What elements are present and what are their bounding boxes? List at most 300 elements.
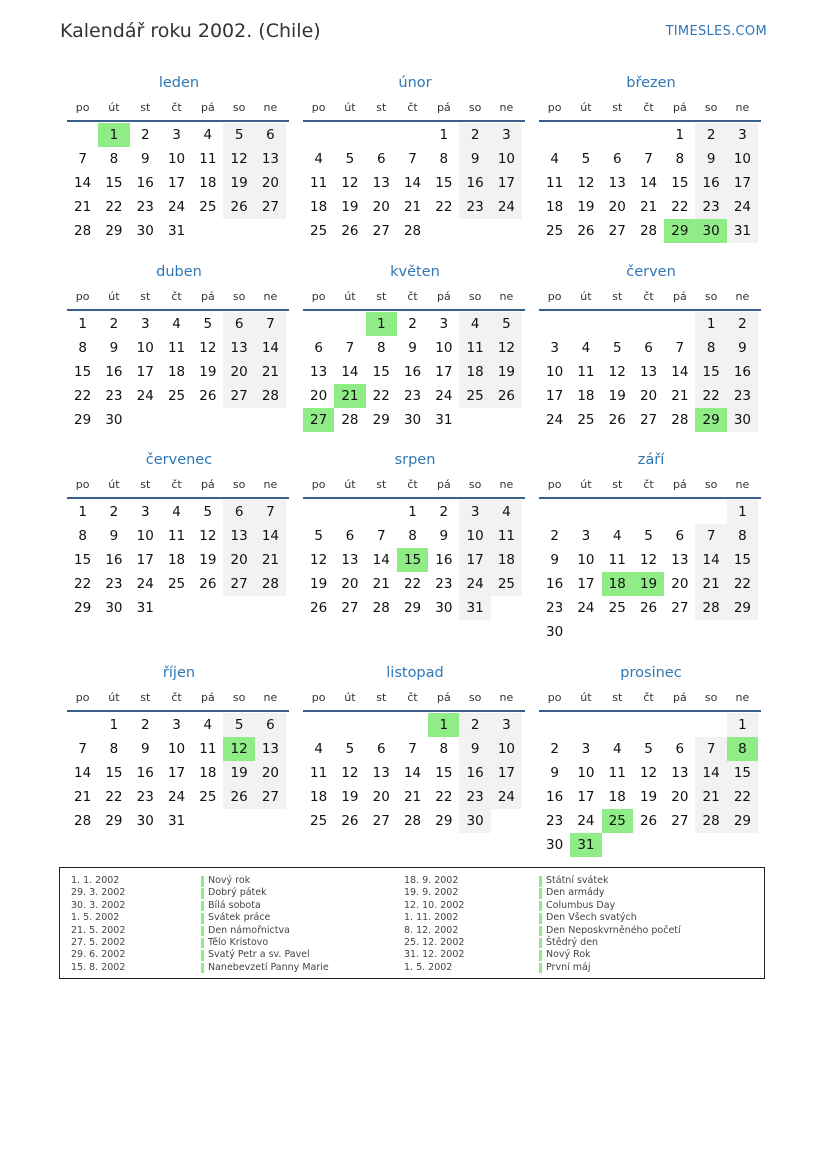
weekday-label: ne xyxy=(735,101,750,114)
day-cell: 13 xyxy=(608,175,626,191)
weekday-header xyxy=(539,475,761,499)
month-červen xyxy=(539,262,761,432)
day-cell: 2 xyxy=(459,713,490,737)
empty-cell xyxy=(570,312,601,336)
day-grid xyxy=(539,312,761,432)
day-cell: 26 xyxy=(577,223,595,239)
day-cell: 22 xyxy=(435,199,453,215)
day-cell: 18 xyxy=(167,552,186,568)
day-cell: 20 xyxy=(608,199,626,215)
day-cell: 30 xyxy=(105,412,123,428)
day-cell: 16 xyxy=(435,552,453,568)
day-cell: 19 xyxy=(639,789,658,805)
weekday-label: čt xyxy=(643,478,654,491)
holiday-date: 30. 3. 2002 xyxy=(71,899,126,911)
empty-cell xyxy=(303,123,334,147)
day-cell: 28 xyxy=(372,600,390,616)
day-cell: 11 xyxy=(546,175,564,191)
empty-cell xyxy=(539,123,570,147)
holiday-date: 18. 9. 2002 xyxy=(404,875,459,886)
day-cell: 13 xyxy=(255,737,286,761)
day-cell: 18 xyxy=(199,765,217,781)
day-cell: 22 xyxy=(105,199,123,215)
day-cell: 12 xyxy=(639,765,658,781)
day-cell: 28 xyxy=(403,223,422,239)
weekday-label: st xyxy=(140,478,151,491)
day-grid xyxy=(303,500,525,620)
day-cell: 1 xyxy=(727,500,758,524)
holiday-name: Den námořnictva xyxy=(208,924,290,936)
day-cell: 24 xyxy=(491,195,522,219)
day-cell: 29 xyxy=(74,412,92,428)
weekday-label: st xyxy=(376,691,387,704)
month-září xyxy=(539,450,761,644)
day-cell: 17 xyxy=(491,171,522,195)
day-cell: 19 xyxy=(577,199,595,215)
day-cell: 11 xyxy=(167,528,186,544)
day-cell: 21 xyxy=(372,576,390,592)
weekday-header xyxy=(67,688,289,712)
month-title: listopad xyxy=(386,665,444,681)
empty-cell xyxy=(366,500,397,524)
day-cell: 4 xyxy=(314,151,323,167)
day-cell: 22 xyxy=(727,572,758,596)
holiday-marker xyxy=(201,876,204,887)
day-cell: 18 xyxy=(608,789,626,805)
day-cell: 8 xyxy=(109,151,119,167)
holiday-name: Den armády xyxy=(546,887,605,899)
day-cell: 8 xyxy=(78,528,87,544)
weekday-label: po xyxy=(547,290,562,303)
holiday-marker xyxy=(201,926,204,937)
day-cell: 3 xyxy=(140,504,150,520)
day-cell: 16 xyxy=(459,171,490,195)
day-cell: 12 xyxy=(341,175,359,191)
weekday-header xyxy=(303,287,525,311)
day-cell: 26 xyxy=(341,223,359,239)
day-cell: 13 xyxy=(671,552,689,568)
holiday-name: První máj xyxy=(546,961,591,973)
day-cell: 23 xyxy=(136,199,154,215)
day-cell: 11 xyxy=(199,151,217,167)
weekday-label: út xyxy=(580,478,592,491)
day-cell: 22 xyxy=(435,789,453,805)
month-prosinec xyxy=(539,663,761,857)
weekday-label: pá xyxy=(200,101,215,114)
day-cell: 30 xyxy=(727,408,758,432)
day-cell: 9 xyxy=(459,737,490,761)
day-cell: 11 xyxy=(577,364,595,380)
day-cell: 6 xyxy=(376,151,386,167)
weekday-label: ne xyxy=(499,691,514,704)
empty-cell xyxy=(570,123,601,147)
day-cell: 28 xyxy=(695,809,726,833)
day-cell: 24 xyxy=(577,813,595,829)
weekday-label: po xyxy=(547,478,562,491)
holiday-day-cell: 29 xyxy=(664,219,695,243)
day-cell: 20 xyxy=(671,789,689,805)
day-cell: 12 xyxy=(199,528,217,544)
day-cell: 27 xyxy=(608,223,626,239)
day-cell: 27 xyxy=(341,600,359,616)
holiday-date: 1. 5. 2002 xyxy=(404,961,453,973)
day-cell: 9 xyxy=(109,340,119,356)
day-cell: 24 xyxy=(136,576,154,592)
day-cell: 15 xyxy=(105,175,123,191)
day-cell: 31 xyxy=(459,596,490,620)
day-cell: 4 xyxy=(203,717,213,733)
day-cell: 13 xyxy=(341,552,359,568)
day-cell: 31 xyxy=(727,219,758,243)
day-cell: 15 xyxy=(435,175,453,191)
day-cell: 29 xyxy=(105,813,123,829)
day-cell: 7 xyxy=(78,741,87,757)
weekday-label: čt xyxy=(407,290,418,303)
holiday-day-cell: 15 xyxy=(397,548,428,572)
weekday-label: pá xyxy=(436,290,451,303)
day-cell: 10 xyxy=(491,147,522,171)
month-title: srpen xyxy=(394,452,436,468)
day-grid xyxy=(539,500,761,644)
empty-cell xyxy=(366,713,397,737)
day-cell: 20 xyxy=(223,548,254,572)
weekday-label: út xyxy=(344,101,356,114)
weekday-label: čt xyxy=(171,290,182,303)
day-cell: 23 xyxy=(403,388,422,404)
day-cell: 3 xyxy=(581,741,591,757)
day-cell: 21 xyxy=(695,785,726,809)
month-listopad xyxy=(303,663,525,833)
day-cell: 2 xyxy=(550,741,559,757)
day-cell: 16 xyxy=(136,765,154,781)
day-cell: 11 xyxy=(608,552,626,568)
day-cell: 23 xyxy=(459,195,490,219)
weekday-label: st xyxy=(612,101,623,114)
day-cell: 2 xyxy=(695,123,726,147)
day-cell: 10 xyxy=(727,147,758,171)
day-cell: 9 xyxy=(140,151,150,167)
day-cell: 10 xyxy=(546,364,564,380)
weekday-label: pá xyxy=(672,691,687,704)
day-cell: 14 xyxy=(255,336,286,360)
day-cell: 13 xyxy=(639,364,658,380)
day-cell: 12 xyxy=(341,765,359,781)
weekday-label: po xyxy=(75,290,90,303)
day-cell: 27 xyxy=(372,223,390,239)
day-cell: 25 xyxy=(577,412,595,428)
empty-cell xyxy=(633,713,664,737)
day-cell: 1 xyxy=(675,127,685,143)
day-cell: 8 xyxy=(408,528,417,544)
holiday-day-cell: 18 xyxy=(602,572,633,596)
day-cell: 5 xyxy=(581,151,591,167)
holiday-marker xyxy=(201,913,204,924)
day-cell: 21 xyxy=(74,789,92,805)
weekday-header xyxy=(67,475,289,499)
day-cell: 23 xyxy=(546,600,564,616)
day-cell: 1 xyxy=(78,316,87,332)
empty-cell xyxy=(602,312,633,336)
weekday-header xyxy=(303,688,525,712)
day-cell: 3 xyxy=(172,717,181,733)
day-cell: 16 xyxy=(546,789,564,805)
day-cell: 29 xyxy=(74,600,92,616)
weekday-header xyxy=(539,287,761,311)
day-cell: 19 xyxy=(341,199,359,215)
day-cell: 10 xyxy=(577,552,595,568)
day-cell: 3 xyxy=(491,123,522,147)
weekday-label: so xyxy=(232,101,246,114)
weekday-label: po xyxy=(311,691,326,704)
day-cell: 10 xyxy=(167,741,186,757)
day-cell: 13 xyxy=(372,175,390,191)
day-cell: 4 xyxy=(314,741,323,757)
day-cell: 15 xyxy=(435,765,453,781)
weekday-label: st xyxy=(612,478,623,491)
holiday-date: 27. 5. 2002 xyxy=(71,936,126,948)
holiday-marker xyxy=(201,963,204,974)
weekday-label: so xyxy=(704,478,718,491)
day-cell: 15 xyxy=(695,360,726,384)
day-cell: 26 xyxy=(341,813,359,829)
weekday-header xyxy=(303,475,525,499)
holiday-name: Nový Rok xyxy=(546,949,591,961)
day-cell: 5 xyxy=(223,713,254,737)
weekday-label: pá xyxy=(436,101,451,114)
holiday-marker xyxy=(201,901,204,912)
day-cell: 26 xyxy=(639,600,658,616)
day-cell: 7 xyxy=(345,340,355,356)
holiday-day-cell: 30 xyxy=(695,219,726,243)
day-cell: 12 xyxy=(608,364,626,380)
day-cell: 24 xyxy=(435,388,453,404)
day-cell: 30 xyxy=(136,813,154,829)
day-cell: 6 xyxy=(644,340,653,356)
day-cell: 24 xyxy=(577,600,595,616)
weekday-header xyxy=(67,98,289,122)
day-cell: 17 xyxy=(459,548,490,572)
weekday-label: po xyxy=(75,101,90,114)
day-cell: 6 xyxy=(223,500,254,524)
day-cell: 16 xyxy=(459,761,490,785)
day-cell: 23 xyxy=(105,388,123,404)
month-duben xyxy=(67,262,289,432)
weekday-label: út xyxy=(344,691,356,704)
holiday-date: 21. 5. 2002 xyxy=(71,924,126,936)
day-cell: 4 xyxy=(612,528,622,544)
day-grid xyxy=(539,123,761,243)
day-cell: 28 xyxy=(403,813,422,829)
day-cell: 28 xyxy=(639,223,658,239)
day-cell: 7 xyxy=(644,151,653,167)
empty-cell xyxy=(67,123,98,147)
weekday-label: út xyxy=(580,290,592,303)
day-cell: 27 xyxy=(223,384,254,408)
day-cell: 5 xyxy=(203,504,213,520)
day-grid xyxy=(67,312,289,432)
day-cell: 17 xyxy=(727,171,758,195)
day-cell: 21 xyxy=(695,572,726,596)
month-title: prosinec xyxy=(620,665,682,681)
day-cell: 3 xyxy=(172,127,181,143)
day-cell: 12 xyxy=(199,340,217,356)
day-cell: 31 xyxy=(167,813,186,829)
day-cell: 7 xyxy=(376,528,386,544)
day-cell: 25 xyxy=(459,384,490,408)
day-cell: 7 xyxy=(408,151,417,167)
day-cell: 28 xyxy=(74,813,92,829)
day-cell: 7 xyxy=(695,524,726,548)
day-grid xyxy=(67,713,289,833)
weekday-label: út xyxy=(108,290,120,303)
day-cell: 27 xyxy=(255,195,286,219)
weekday-label: ne xyxy=(499,290,514,303)
empty-cell xyxy=(633,500,664,524)
day-cell: 22 xyxy=(671,199,689,215)
day-cell: 11 xyxy=(459,336,490,360)
day-cell: 6 xyxy=(314,340,323,356)
holiday-date: 1. 11. 2002 xyxy=(404,912,459,924)
day-cell: 2 xyxy=(109,504,119,520)
day-cell: 27 xyxy=(671,813,689,829)
day-cell: 20 xyxy=(310,388,328,404)
day-cell: 21 xyxy=(671,388,689,404)
weekday-label: st xyxy=(376,478,387,491)
day-cell: 12 xyxy=(491,336,522,360)
weekday-label: st xyxy=(140,691,151,704)
weekday-label: út xyxy=(108,478,120,491)
weekday-label: st xyxy=(140,101,151,114)
day-cell: 9 xyxy=(695,147,726,171)
day-cell: 1 xyxy=(439,127,449,143)
day-cell: 1 xyxy=(109,717,119,733)
day-cell: 29 xyxy=(727,596,758,620)
weekday-label: ne xyxy=(263,101,278,114)
day-cell: 5 xyxy=(644,528,653,544)
day-cell: 18 xyxy=(199,175,217,191)
holiday-day-cell: 19 xyxy=(633,572,664,596)
day-cell: 26 xyxy=(199,388,217,404)
day-cell: 10 xyxy=(491,737,522,761)
holiday-day-cell: 8 xyxy=(727,737,758,761)
day-cell: 9 xyxy=(140,741,150,757)
empty-cell xyxy=(570,500,601,524)
day-cell: 22 xyxy=(695,384,726,408)
month-říjen xyxy=(67,663,289,833)
day-cell: 18 xyxy=(310,199,328,215)
day-cell: 27 xyxy=(639,412,658,428)
day-cell: 3 xyxy=(140,316,150,332)
day-cell: 14 xyxy=(74,175,92,191)
site-link[interactable]: TIMESLES.COM xyxy=(665,24,767,39)
day-cell: 13 xyxy=(223,336,254,360)
day-cell: 21 xyxy=(403,789,422,805)
day-cell: 6 xyxy=(255,123,286,147)
day-cell: 12 xyxy=(223,147,254,171)
day-cell: 25 xyxy=(546,223,564,239)
holiday-marker xyxy=(539,926,542,937)
day-cell: 12 xyxy=(310,552,328,568)
empty-cell xyxy=(397,123,428,147)
day-cell: 30 xyxy=(459,809,490,833)
day-cell: 25 xyxy=(167,576,186,592)
holiday-date: 29. 3. 2002 xyxy=(71,887,126,899)
month-title: březen xyxy=(626,75,676,91)
weekday-label: čt xyxy=(407,691,418,704)
weekday-label: so xyxy=(468,101,482,114)
day-cell: 20 xyxy=(671,576,689,592)
day-cell: 10 xyxy=(167,151,186,167)
day-cell: 30 xyxy=(105,600,123,616)
day-cell: 16 xyxy=(727,360,758,384)
holiday-day-cell: 27 xyxy=(303,408,334,432)
weekday-label: čt xyxy=(171,101,182,114)
day-cell: 9 xyxy=(550,552,559,568)
day-cell: 19 xyxy=(223,761,254,785)
day-cell: 17 xyxy=(546,388,564,404)
day-cell: 11 xyxy=(491,524,522,548)
day-cell: 21 xyxy=(255,548,286,572)
day-cell: 31 xyxy=(435,412,453,428)
holiday-marker xyxy=(539,876,542,887)
day-cell: 2 xyxy=(109,316,119,332)
holiday-marker xyxy=(539,950,542,961)
day-cell: 28 xyxy=(695,596,726,620)
day-cell: 10 xyxy=(136,528,154,544)
day-cell: 8 xyxy=(78,340,87,356)
day-cell: 1 xyxy=(727,713,758,737)
holiday-legend xyxy=(59,867,765,979)
day-cell: 7 xyxy=(78,151,87,167)
day-cell: 21 xyxy=(255,360,286,384)
day-cell: 3 xyxy=(491,713,522,737)
day-cell: 5 xyxy=(203,316,213,332)
holiday-day-cell: 25 xyxy=(602,809,633,833)
weekday-label: pá xyxy=(672,478,687,491)
day-cell: 7 xyxy=(695,737,726,761)
day-cell: 2 xyxy=(727,312,758,336)
day-grid xyxy=(67,500,289,620)
day-cell: 22 xyxy=(74,388,92,404)
holiday-day-cell: 29 xyxy=(695,408,726,432)
month-březen xyxy=(539,73,761,243)
empty-cell xyxy=(334,713,365,737)
day-cell: 20 xyxy=(255,761,286,785)
weekday-header xyxy=(539,98,761,122)
day-cell: 30 xyxy=(136,223,154,239)
day-cell: 28 xyxy=(341,412,359,428)
day-cell: 3 xyxy=(459,500,490,524)
weekday-label: pá xyxy=(672,290,687,303)
weekday-label: so xyxy=(232,290,246,303)
day-cell: 27 xyxy=(255,785,286,809)
day-cell: 6 xyxy=(675,528,685,544)
day-cell: 11 xyxy=(167,340,186,356)
day-cell: 7 xyxy=(255,500,286,524)
empty-cell xyxy=(334,312,365,336)
weekday-label: ne xyxy=(735,478,750,491)
day-cell: 11 xyxy=(199,741,217,757)
holiday-date: 25. 12. 2002 xyxy=(404,936,465,948)
day-cell: 30 xyxy=(435,600,453,616)
weekday-label: st xyxy=(376,101,387,114)
day-cell: 15 xyxy=(372,364,390,380)
day-cell: 14 xyxy=(639,175,658,191)
holiday-name: Tělo Kristovo xyxy=(208,936,269,948)
empty-cell xyxy=(539,500,570,524)
day-cell: 26 xyxy=(223,785,254,809)
day-cell: 6 xyxy=(675,741,685,757)
